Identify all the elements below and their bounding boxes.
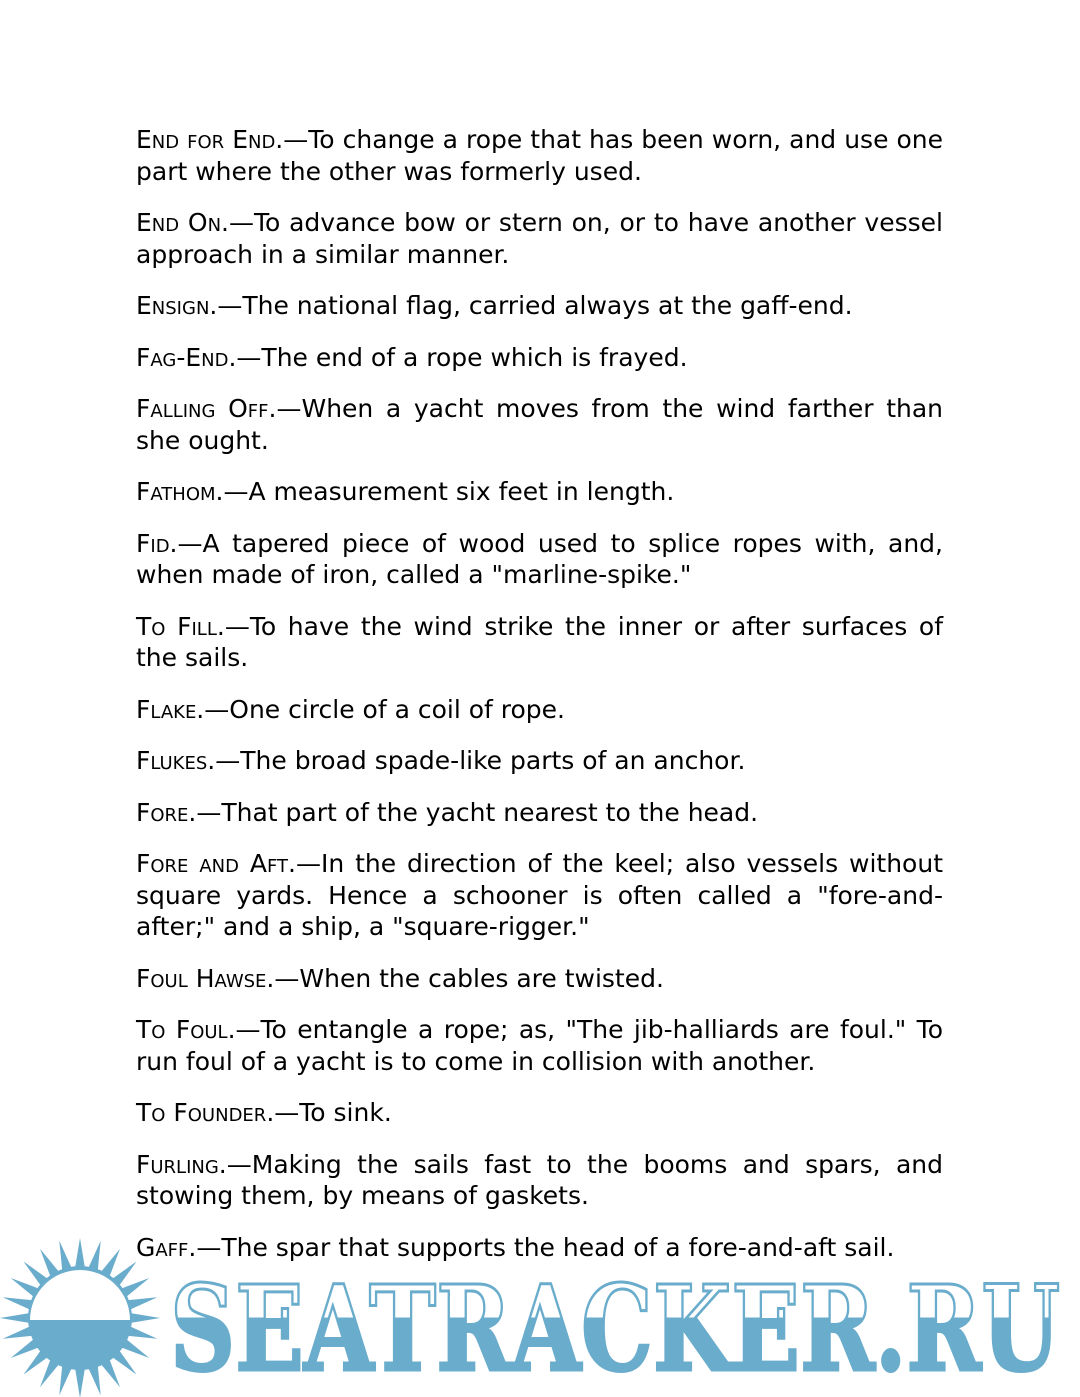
- entry-term: End for End.: [136, 125, 284, 154]
- entry-term: Flake.: [136, 694, 205, 724]
- sun-ray: [0, 1313, 32, 1324]
- watermark: [0, 1238, 1080, 1397]
- glossary-entry: [136, 745, 943, 777]
- entry-term: Fathom.: [136, 477, 224, 506]
- entry-definition: —A measurement six feet in length.: [223, 477, 675, 506]
- watermark-text: SEATRACKER.RU: [170, 1259, 1060, 1397]
- entry-term: Furling.: [136, 1149, 227, 1179]
- entry-definition: —To entangle a rope; as, "The jib-halliards are foul." To run foul of a yacht is to come in collision with another.: [136, 1015, 943, 1076]
- entry-definition: —The end of a rope which is frayed.: [236, 342, 688, 372]
- sun-ray: [128, 1313, 160, 1324]
- entry-term: Fag-End.: [136, 342, 237, 372]
- entry-term: Falling Off.: [136, 394, 277, 423]
- entry-definition: —When a yacht moves from the wind farther than she ought.: [136, 394, 944, 455]
- entry-definition: —To advance bow or stern on, or to have another vessel approach in a similar manner.: [136, 208, 943, 269]
- entry-term: Fore and Aft.: [136, 849, 296, 878]
- entry-definition: —To have the wind strike the inner or after surfaces of the sails.: [136, 611, 943, 672]
- sun-ray: [75, 1366, 86, 1397]
- entry-term: Flukes.: [136, 746, 216, 775]
- entry-definition: —To sink.: [274, 1098, 392, 1127]
- entry-definition: —A tapered piece of wood used to splice ropes with, and, when made of iron, called a "marline-spike.": [136, 528, 943, 589]
- glossary-entry: [136, 1014, 943, 1077]
- entry-definition: —When the cables are twisted.: [274, 963, 664, 993]
- glossary-entry: [136, 393, 943, 456]
- entry-term: Foul Hawse.: [136, 963, 275, 993]
- sun-ray: [75, 1238, 86, 1270]
- glossary-entry: [136, 963, 943, 995]
- entry-definition: —The spar that supports the head of a fore-and-aft sail.: [196, 1232, 895, 1262]
- entry-definition: —Making the sails fast to the booms and spars, and stowing them, by means of gaskets.: [136, 1149, 943, 1210]
- glossary-entry: [136, 694, 943, 726]
- sun-icon: [0, 1238, 160, 1397]
- entry-term: End On.: [136, 208, 229, 237]
- entry-term: To Founder.: [136, 1098, 275, 1127]
- entry-definition: —One circle of a coil of rope.: [204, 694, 566, 724]
- glossary-entry: [136, 476, 943, 508]
- entry-term: Ensign.: [136, 291, 218, 320]
- entry-term: Gaff.: [136, 1232, 197, 1262]
- entry-term: To Foul.: [136, 1015, 236, 1044]
- entry-definition: —The national flag, carried always at the gaff-end.: [217, 291, 853, 320]
- glossary-entry: [136, 1097, 943, 1129]
- entry-term: To Fill.: [136, 611, 225, 641]
- glossary-entry: [136, 611, 943, 674]
- glossary-entry: [136, 207, 943, 270]
- entry-definition: —The broad spade-like parts of an anchor.: [215, 746, 746, 775]
- glossary-entry: [136, 124, 943, 187]
- glossary-text: [136, 124, 943, 1283]
- entry-definition: —In the direction of the keel; also vessels without square yards. Hence a schooner is often called a "fore-and-after;" and a ship, a "square-rigger.": [136, 849, 943, 941]
- glossary-entry: [136, 290, 943, 322]
- glossary-entry: [136, 848, 943, 943]
- watermark-graphic: [0, 1238, 1080, 1397]
- glossary-entry: [136, 342, 943, 374]
- glossary-entry: [136, 1149, 943, 1212]
- glossary-entry: [136, 797, 943, 829]
- entry-definition: —To change a rope that has been worn, and use one part where the other was formerly used.: [136, 125, 943, 186]
- entry-term: Fid.: [136, 528, 178, 558]
- entry-definition: —That part of the yacht nearest to the head.: [196, 797, 759, 827]
- entry-term: Fore.: [136, 797, 197, 827]
- glossary-entry: [136, 528, 943, 591]
